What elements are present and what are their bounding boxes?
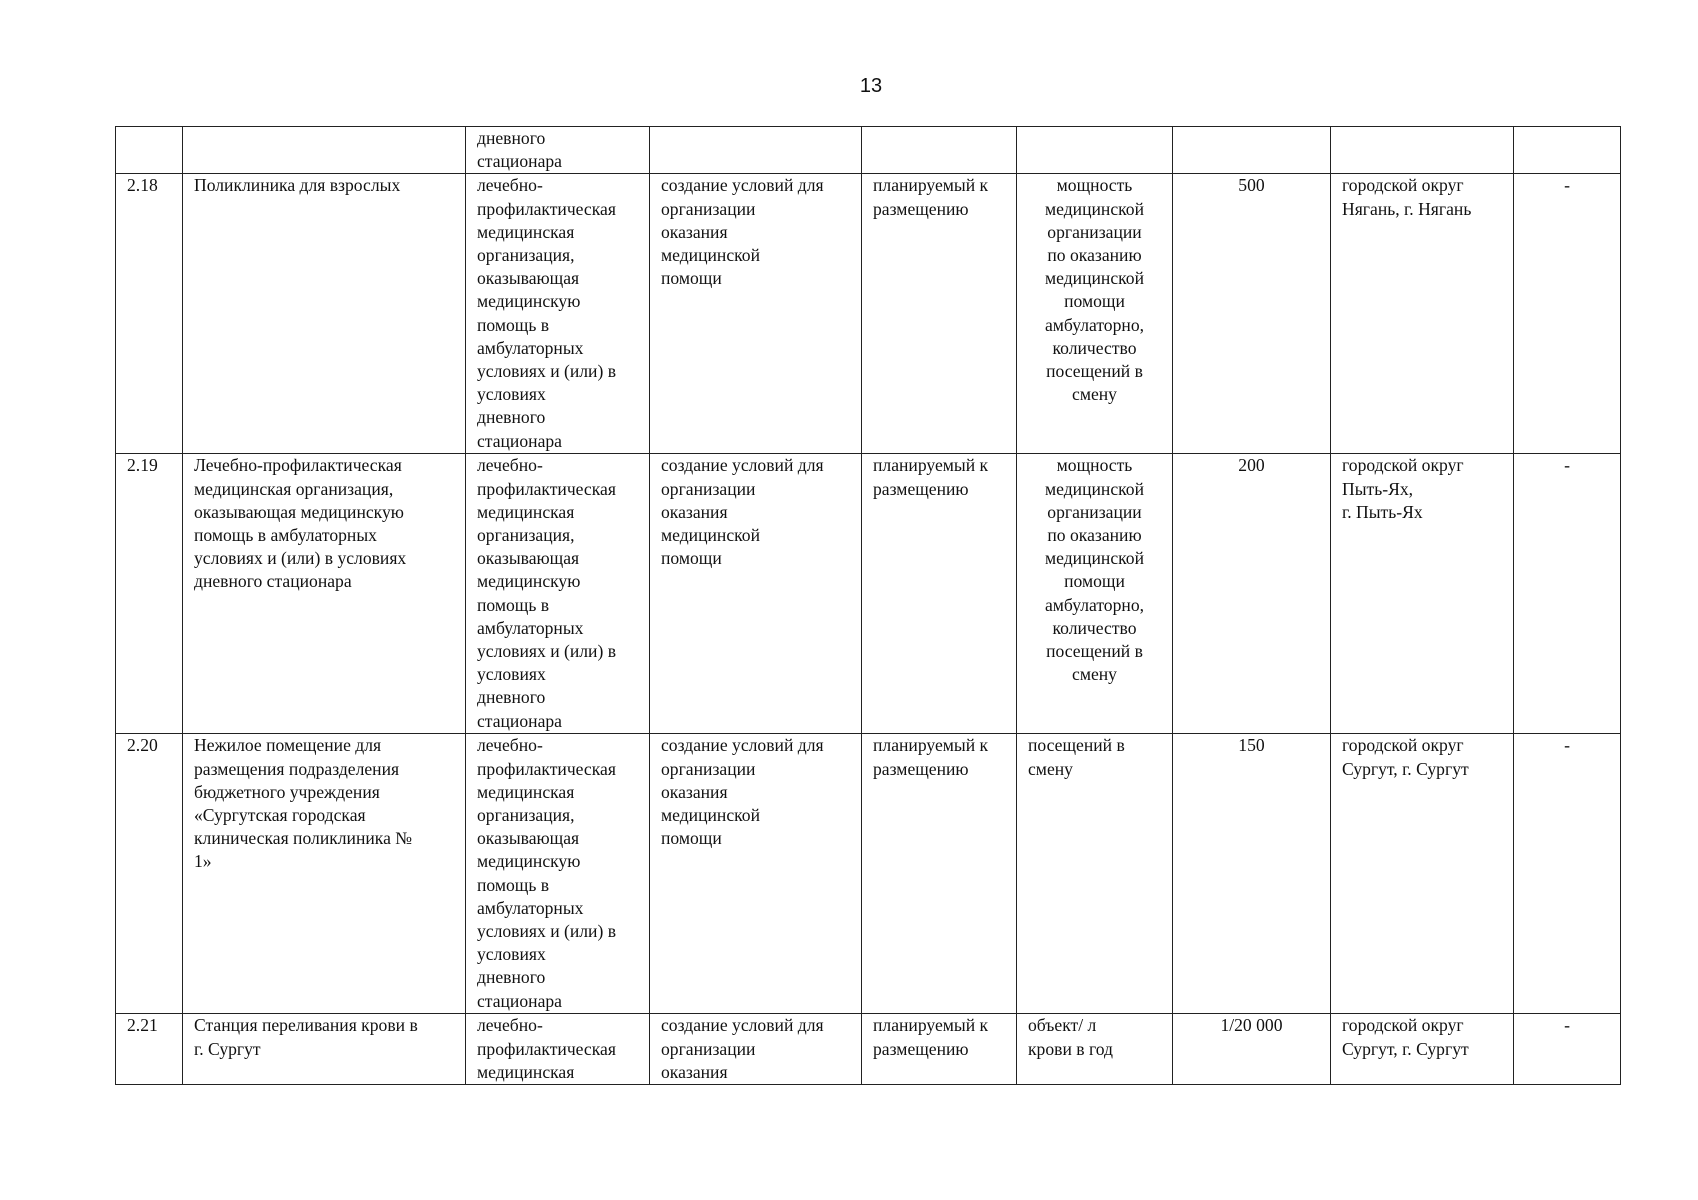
- status-cell: планируемый к размещению: [862, 734, 1017, 1014]
- zone-cell: -: [1514, 734, 1621, 1014]
- object-type-cell: дневного стационара: [466, 127, 650, 174]
- location-cell: [1331, 127, 1514, 174]
- purpose-cell: [650, 127, 862, 174]
- page-number: 13: [859, 75, 883, 97]
- characteristic-cell: посещений в смену: [1017, 734, 1173, 1014]
- object-type-cell: лечебно- профилактическая медицинская организация, оказывающая медицинскую помощь в амбулаторных условиях и (или) в условиях дневного стационара: [466, 734, 650, 1014]
- object-name-cell: Нежилое помещение для размещения подразделения бюджетного учреждения «Сургутская городская клиническая поликлиника № 1»: [183, 734, 466, 1014]
- value-cell: [1173, 127, 1331, 174]
- purpose-cell: создание условий для организации оказания медицинской помощи: [650, 734, 862, 1014]
- row-number-cell: 2.19: [116, 454, 183, 734]
- object-type-cell: лечебно- профилактическая медицинская: [466, 1014, 650, 1085]
- status-cell: планируемый к размещению: [862, 1014, 1017, 1085]
- purpose-cell: создание условий для организации оказания: [650, 1014, 862, 1085]
- object-name-cell: Поликлиника для взрослых: [183, 174, 466, 454]
- status-cell: планируемый к размещению: [862, 174, 1017, 454]
- value-cell: 500: [1173, 174, 1331, 454]
- characteristic-cell: мощность медицинской организации по оказанию медицинской помощи амбулаторно, количество посещений в смену: [1017, 454, 1173, 734]
- status-cell: [862, 127, 1017, 174]
- location-cell: городской округ Нягань, г. Нягань: [1331, 174, 1514, 454]
- purpose-cell: создание условий для организации оказания медицинской помощи: [650, 454, 862, 734]
- characteristic-cell: [1017, 127, 1173, 174]
- object-name-cell: Станция переливания крови в г. Сургут: [183, 1014, 466, 1085]
- table-row: [116, 454, 1621, 734]
- object-type-cell: лечебно- профилактическая медицинская организация, оказывающая медицинскую помощь в амбулаторных условиях и (или) в условиях дневного стационара: [466, 174, 650, 454]
- characteristic-cell: объект/ л крови в год: [1017, 1014, 1173, 1085]
- row-number-cell: 2.18: [116, 174, 183, 454]
- location-cell: городской округ Сургут, г. Сургут: [1331, 734, 1514, 1014]
- table-row: [116, 734, 1621, 1014]
- object-name-cell: Лечебно-профилактическая медицинская организация, оказывающая медицинскую помощь в амбулаторных условиях и (или) в условиях дневного стационара: [183, 454, 466, 734]
- object-type-cell: лечебно- профилактическая медицинская организация, оказывающая медицинскую помощь в амбулаторных условиях и (или) в условиях дневного стационара: [466, 454, 650, 734]
- zone-cell: -: [1514, 454, 1621, 734]
- status-cell: планируемый к размещению: [862, 454, 1017, 734]
- table-row: [116, 174, 1621, 454]
- row-number-cell: [116, 127, 183, 174]
- row-number-cell: 2.20: [116, 734, 183, 1014]
- table-row: [116, 1014, 1621, 1085]
- characteristic-cell: мощность медицинской организации по оказанию медицинской помощи амбулаторно, количество посещений в смену: [1017, 174, 1173, 454]
- value-cell: 150: [1173, 734, 1331, 1014]
- zone-cell: -: [1514, 1014, 1621, 1085]
- purpose-cell: создание условий для организации оказания медицинской помощи: [650, 174, 862, 454]
- location-cell: городской округ Пыть-Ях, г. Пыть-Ях: [1331, 454, 1514, 734]
- value-cell: 1/20 000: [1173, 1014, 1331, 1085]
- zone-cell: -: [1514, 174, 1621, 454]
- location-cell: городской округ Сургут, г. Сургут: [1331, 1014, 1514, 1085]
- row-number-cell: 2.21: [116, 1014, 183, 1085]
- value-cell: 200: [1173, 454, 1331, 734]
- table-row: [116, 127, 1621, 174]
- objects-table: [115, 126, 1621, 1085]
- object-name-cell: [183, 127, 466, 174]
- zone-cell: [1514, 127, 1621, 174]
